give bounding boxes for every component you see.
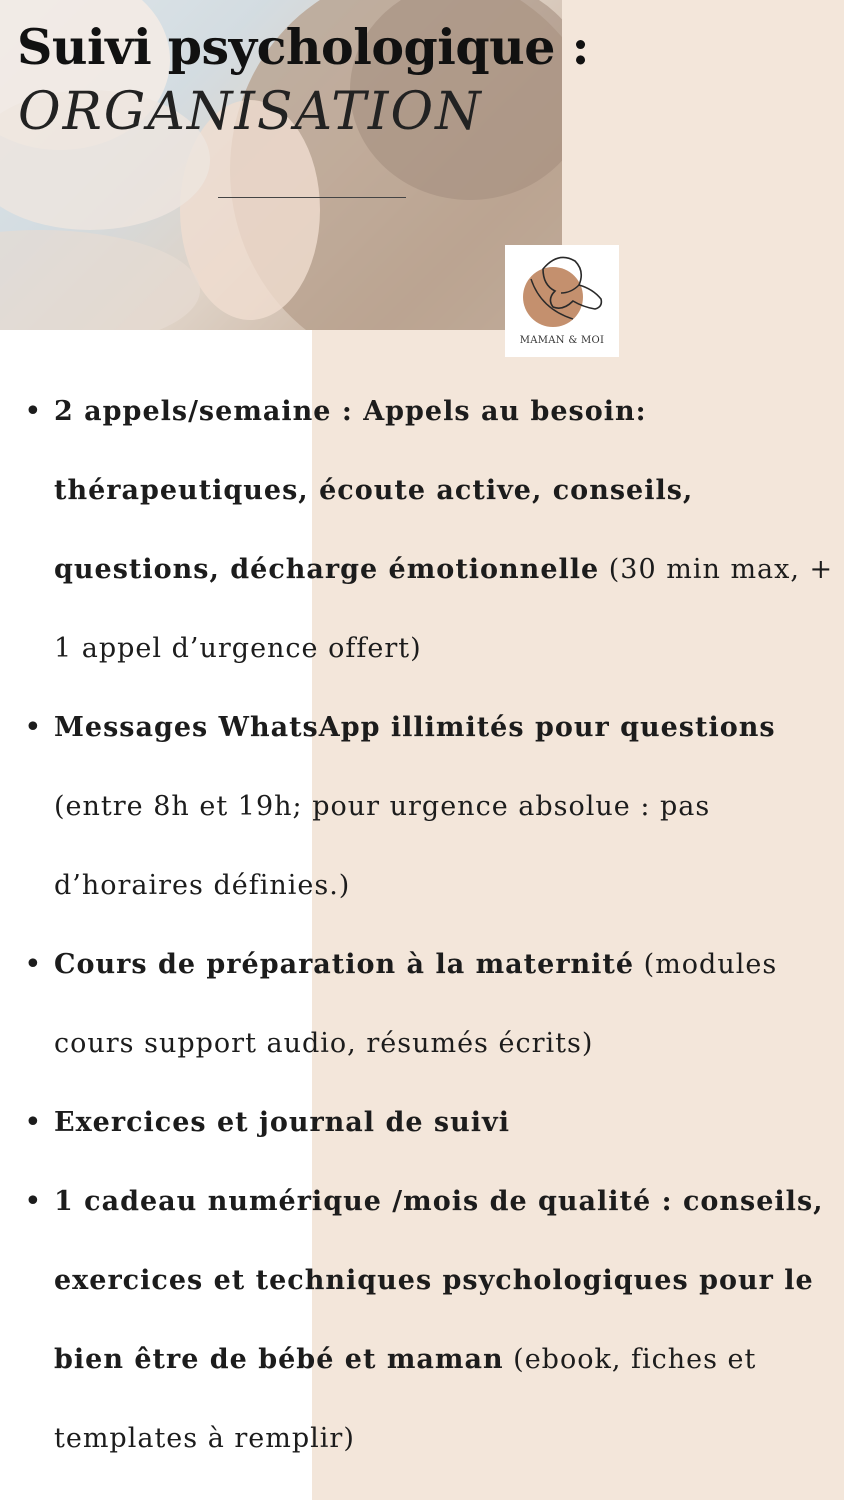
item-normal-text: (ebook, fiches et templates à remplir) [54, 1344, 757, 1454]
bullet-icon: • [24, 394, 43, 429]
bullet-icon: • [24, 710, 43, 745]
list-item [22, 1162, 837, 1478]
mother-child-logo-icon [513, 249, 611, 335]
item-bold-text: 1 cadeau numérique /mois de qualité : conseils, exercices et techniques psychologiques pour le bien être de bébé et maman [54, 1186, 824, 1375]
list-item [22, 372, 837, 688]
page-title: Suivi psychologique : [17, 18, 590, 76]
bullet-icon: • [24, 947, 43, 982]
brand-logo [505, 245, 619, 357]
item-normal-text: (30 min max, + 1 appel d’urgence offert) [54, 554, 834, 664]
features-list [22, 372, 837, 1478]
bullet-icon: • [24, 1184, 43, 1219]
page-subtitle: ORGANISATION [18, 82, 483, 142]
item-normal-text: (modules cours support audio, résumés écrits) [54, 949, 778, 1059]
title-divider [218, 197, 406, 198]
item-normal-text: (entre 8h et 19h; pour urgence absolue : pas d’horaires définies.) [54, 791, 711, 901]
list-item [22, 1083, 837, 1162]
item-bold-text: Exercices et journal de suivi [54, 1107, 510, 1138]
item-bold-text: Cours de préparation à la maternité [54, 949, 635, 980]
list-item [22, 688, 837, 925]
bullet-icon: • [24, 1105, 43, 1140]
list-item [22, 925, 837, 1083]
item-bold-text: Messages WhatsApp illimités pour questions [54, 712, 776, 743]
item-bold-text: 2 appels/semaine : Appels au besoin: thérapeutiques, écoute active, conseils, questions, décharge émotionnelle [54, 396, 694, 585]
logo-text: MAMAN & MOI [519, 335, 605, 346]
